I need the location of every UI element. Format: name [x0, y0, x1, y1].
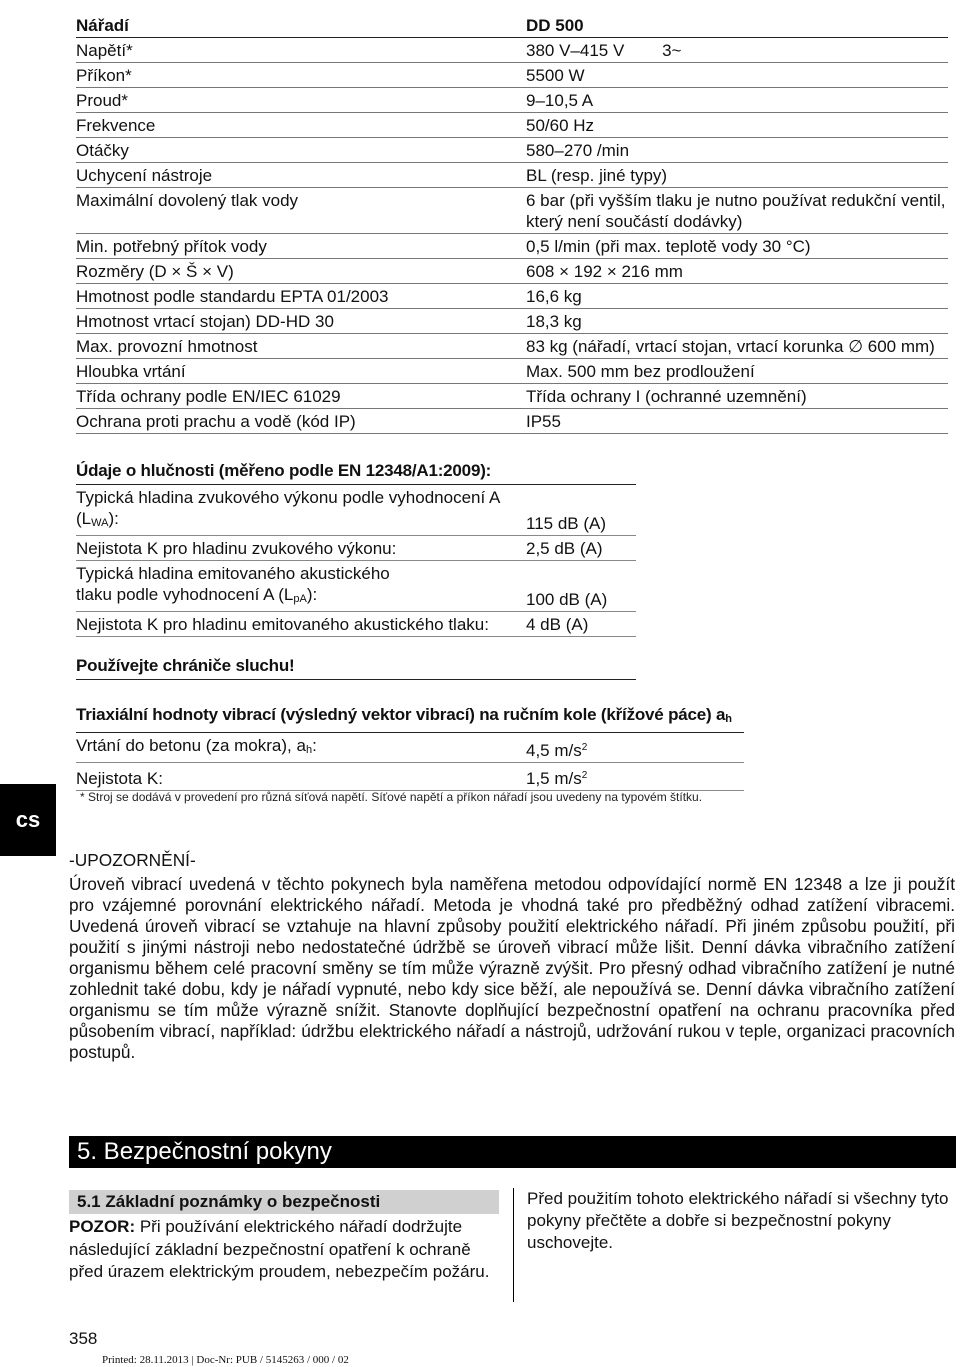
spec-row — [76, 113, 948, 138]
spec-key: Třída ochrany podle EN/IEC 61029 — [76, 387, 341, 406]
vibration-value-sup: 2 — [581, 770, 588, 781]
noise-key-sub: pA — [293, 593, 307, 605]
spec-value: Max. 500 mm bez prodloužení — [526, 362, 755, 381]
noise-key-post: ): — [306, 585, 318, 604]
vibration-key — [76, 735, 526, 761]
warning-block — [69, 850, 955, 1063]
spec-value: IP55 — [526, 412, 561, 431]
spec-header-key: Nářadí — [76, 16, 129, 35]
spec-key: Min. potřebný přítok vody — [76, 237, 267, 256]
spec-key: Uchycení nástroje — [76, 166, 213, 185]
noise-key-pre: (L — [76, 509, 92, 528]
spec-row — [76, 88, 948, 113]
spec-key: Ochrana proti prachu a vodě (kód IP) — [76, 412, 356, 431]
page-number: 358 — [69, 1329, 98, 1348]
right-column-text: Před použitím tohoto elektrického nářadí si všechny tyto pokyny přečtěte a dobře si bezpečnostní pokyny uschovejte. — [527, 1189, 949, 1252]
spec-row — [76, 284, 948, 309]
noise-row — [76, 612, 636, 637]
spec-row — [76, 309, 948, 334]
spec-key: Hmotnost podle standardu EPTA 01/2003 — [76, 287, 389, 306]
spec-key: Hmotnost vrtací stojan) DD-HD 30 — [76, 312, 334, 331]
noise-row — [76, 536, 636, 561]
footnote: * Stroj se dodává v provedení pro různá síťová napětí. Síťové napětí a příkon nářadí jsou uvedeny na typovém štítku. — [80, 790, 703, 804]
spec-value: 9–10,5 A — [526, 91, 594, 110]
warning-body: Úroveň vibrací uvedená v těchto pokynech byla naměřena metodou odpovídající normě EN 12348 a lze ji použít pro vzájemné porovnání elektrického nářadí. Metoda je vhodná také pro předběžný odhad zatížení vibracemi. Uvedená úroveň vibrací se vztahuje na hlavní způsoby použití elektrického nářadí. Při jiném způsobu použití, při použití s jinými nástroji nebo nedostatečné údržbě se úroveň vibrací může lišit. Denní dávka vibračního zatížení organismu během celé pracovní směny se tím může výrazně zvýšit. Pro přesný odhad vibračního zatížení je nutné zohlednit také dobu, kdy je nářadí vypnuté, nebo kdy sice běží, ale nepoužívá se. Denní dávka vibračního zatížení organismu se tím může výrazně snížit. Stanovte doplňující bezpečnostní opatření na ochranu pracovníka před působením vibrací, například: údržbu elektrického nářadí a nástrojů, udržování rukou v teple, organizaci pracovních postupů. — [69, 874, 955, 1062]
spec-row — [76, 334, 948, 359]
spec-row — [76, 259, 948, 284]
spec-row — [76, 384, 948, 409]
vibration-row — [76, 733, 744, 763]
spec-value: 6 bar (při vyšším tlaku je nutno používat redukční ventil, který není součástí dodávky) — [526, 191, 946, 231]
vibration-key-sub: h — [305, 744, 313, 756]
noise-key: Nejistota K pro hladinu emitovaného akustického tlaku: — [76, 615, 489, 634]
spec-key: Otáčky — [76, 141, 129, 160]
noise-row — [76, 485, 636, 536]
spec-value: 0,5 l/min (při max. teplotě vody 30 °C) — [526, 237, 811, 256]
spec-row — [76, 409, 948, 434]
vibration-title-sub: h — [725, 713, 732, 725]
spec-header-value: DD 500 — [526, 16, 584, 35]
vibration-key-post: : — [312, 736, 317, 755]
vibration-section — [76, 704, 744, 791]
noise-key-sub: WA — [91, 517, 109, 529]
noise-value: 100 dB (A) — [526, 590, 608, 609]
spec-value: BL (resp. jiné typy) — [526, 166, 668, 185]
spec-value: Třída ochrany I (ochranné uzemnění) — [526, 387, 807, 406]
spec-row — [76, 188, 948, 234]
spec-row — [76, 63, 948, 88]
spec-key: Maximální dovolený tlak vody — [76, 191, 299, 210]
spec-row — [76, 234, 948, 259]
spec-value: 18,3 kg — [526, 312, 582, 331]
noise-row — [76, 561, 636, 612]
spec-value: 608 × 192 × 216 mm — [526, 262, 683, 281]
print-info: Printed: 28.11.2013 | Doc-Nr: PUB / 5145263 / 000 / 02 — [102, 1354, 349, 1366]
noise-key — [76, 487, 526, 534]
caution-label: POZOR: — [69, 1217, 136, 1236]
noise-section — [76, 460, 636, 637]
caution-text: Při používání elektrického nářadí dodržujte následující základní bezpečnostní opatření k ochraně před úrazem elektrickým proudem, nebezpečím požáru. — [69, 1217, 490, 1281]
spec-value: 50/60 Hz — [526, 116, 595, 135]
spec-key: Napětí* — [76, 41, 133, 60]
spec-row — [76, 359, 948, 384]
spec-row — [76, 163, 948, 188]
chapter-heading: 5. Bezpečnostní pokyny — [69, 1136, 956, 1168]
spec-value: 5500 W — [526, 66, 585, 85]
noise-key-pre: tlaku podle vyhodnocení A (L — [76, 585, 294, 604]
hearing-protection-notice: Používejte chrániče sluchu! — [76, 655, 636, 680]
vibration-value — [526, 765, 744, 789]
spec-key: Proud* — [76, 91, 128, 110]
spec-value: 380 V–415 V 3~ — [526, 41, 682, 60]
noise-key: Nejistota K pro hladinu zvukového výkonu: — [76, 539, 397, 558]
caution-paragraph — [69, 1216, 501, 1284]
noise-key — [76, 563, 526, 610]
vibration-value — [526, 737, 744, 761]
spec-key: Rozměry (D × Š × V) — [76, 262, 234, 281]
noise-value: 4 dB (A) — [526, 615, 589, 634]
vibration-row — [76, 763, 744, 791]
section-heading: 5.1 Základní poznámky o bezpečnosti — [69, 1190, 499, 1214]
spec-row — [76, 138, 948, 163]
spec-value: 580–270 /min — [526, 141, 630, 160]
spec-header-row — [76, 13, 948, 38]
noise-value: 2,5 dB (A) — [526, 539, 603, 558]
spec-table — [76, 13, 948, 434]
spec-key: Frekvence — [76, 116, 156, 135]
noise-key-post: ): — [108, 509, 119, 528]
spec-value: 16,6 kg — [526, 287, 582, 306]
spec-row — [76, 38, 948, 63]
noise-key-line: Typická hladina emitovaného akustického — [76, 564, 390, 583]
spec-key: Max. provozní hmotnost — [76, 337, 258, 356]
spec-key: Příkon* — [76, 66, 132, 85]
column-divider — [513, 1188, 514, 1302]
vibration-title — [76, 704, 744, 733]
vibration-key: Nejistota K: — [76, 769, 163, 788]
vibration-value-text: 4,5 m/s — [526, 741, 582, 760]
noise-key-line: Typická hladina zvukového výkonu podle vyhodnocení A — [76, 488, 501, 507]
language-tab: cs — [0, 784, 56, 856]
vibration-key-pre: Vrtání do betonu (za mokra), a — [76, 736, 306, 755]
vibration-value-sup: 2 — [581, 742, 588, 753]
noise-title: Údaje o hlučnosti (měřeno podle EN 12348/A1:2009): — [76, 460, 636, 485]
noise-value: 115 dB (A) — [526, 514, 607, 533]
vibration-value-text: 1,5 m/s — [526, 769, 582, 788]
vibration-title-text: Triaxiální hodnoty vibrací (výsledný vektor vibrací) na ručním kole (křížové páce) a — [76, 705, 726, 724]
warning-title: -UPOZORNĚNÍ- — [69, 850, 196, 870]
spec-value: 83 kg (nářadí, vrtací stojan, vrtací korunka ∅ 600 mm) — [526, 337, 935, 356]
spec-key: Hloubka vrtání — [76, 362, 186, 381]
